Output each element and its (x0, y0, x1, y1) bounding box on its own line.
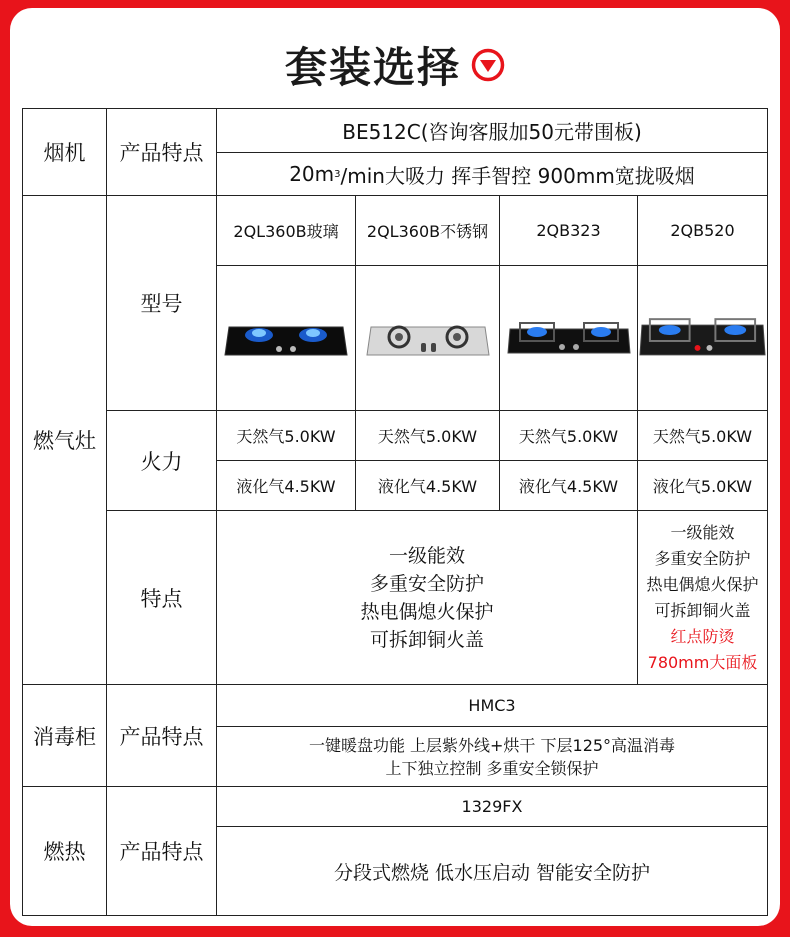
stove-feature-label: 特点 (106, 510, 217, 685)
stove-last-features (637, 510, 768, 685)
stove-model-2: 2QL360B不锈钢 (355, 195, 500, 266)
feature-line: 热电偶熄火保护 (646, 574, 759, 594)
cabinet-feature-label: 产品特点 (106, 684, 217, 787)
cabinet-features (216, 726, 768, 787)
feature-line: 热电偶熄火保护 (360, 600, 494, 623)
down-arrow-circle-icon (471, 48, 505, 82)
feature-line: 一级能效 (670, 522, 735, 542)
category-heater: 燃热 (22, 786, 107, 916)
lpg-2: 液化气4.5KW (355, 460, 500, 511)
feature-line: 可拆卸铜火盖 (654, 600, 751, 620)
feature-line: 上下独立控制 多重安全锁保护 (385, 758, 599, 778)
category-cabinet: 消毒柜 (22, 684, 107, 787)
stove-common-features (216, 510, 638, 685)
stove-image-cell-1 (216, 265, 356, 411)
stove-image-cell-4 (637, 265, 768, 411)
category-hood: 烟机 (22, 108, 107, 196)
lpg-4: 液化气5.0KW (637, 460, 768, 511)
page-title: 套装选择 (284, 43, 461, 92)
stove-model-1: 2QL360B玻璃 (216, 195, 356, 266)
feature-highlight: 780mm大面板 (647, 652, 758, 672)
feature-line: 多重安全防护 (654, 548, 751, 568)
large-panel-stove-image (638, 305, 767, 371)
lpg-3: 液化气4.5KW (499, 460, 638, 511)
category-stove: 燃气灶 (22, 195, 107, 685)
stove-model-4: 2QB520 (637, 195, 768, 266)
stove-image-cell-2 (355, 265, 500, 411)
lpg-1: 液化气4.5KW (216, 460, 356, 511)
natural-gas-3: 天然气5.0KW (499, 410, 638, 461)
heater-feature-label: 产品特点 (106, 786, 217, 916)
feature-highlight: 红点防烫 (670, 626, 735, 646)
heater-model: 1329FX (216, 786, 768, 827)
feature-line: 一键暖盘功能 上层紫外线+烘干 下层125°高温消毒 (308, 735, 676, 755)
hood-model-note: BE512C(咨询客服加50元带围板) (216, 108, 768, 153)
stove-model-label: 型号 (106, 195, 217, 411)
stove-image-cell-3 (499, 265, 638, 411)
natural-gas-4: 天然气5.0KW (637, 410, 768, 461)
header (10, 30, 780, 100)
hood-feature-label: 产品特点 (106, 108, 217, 196)
feature-line: 可拆卸铜火盖 (369, 628, 484, 651)
stove-power-label: 火力 (106, 410, 217, 511)
feature-line: 一级能效 (388, 544, 465, 567)
heater-features: 分段式燃烧 低水压启动 智能安全防护 (216, 826, 768, 916)
natural-gas-1: 天然气5.0KW (216, 410, 356, 461)
glass-stove-image (221, 305, 351, 371)
cabinet-model: HMC3 (216, 684, 768, 727)
tempered-stove-image (504, 305, 634, 371)
stove-model-3: 2QB323 (499, 195, 638, 266)
package-table (22, 108, 768, 916)
stainless-stove-image (363, 305, 493, 371)
hood-features: 20m 3 /min大吸力 挥手智控 900mm宽拢吸烟 (216, 152, 768, 196)
content-card (10, 8, 780, 926)
natural-gas-2: 天然气5.0KW (355, 410, 500, 461)
feature-line: 多重安全防护 (369, 572, 484, 595)
